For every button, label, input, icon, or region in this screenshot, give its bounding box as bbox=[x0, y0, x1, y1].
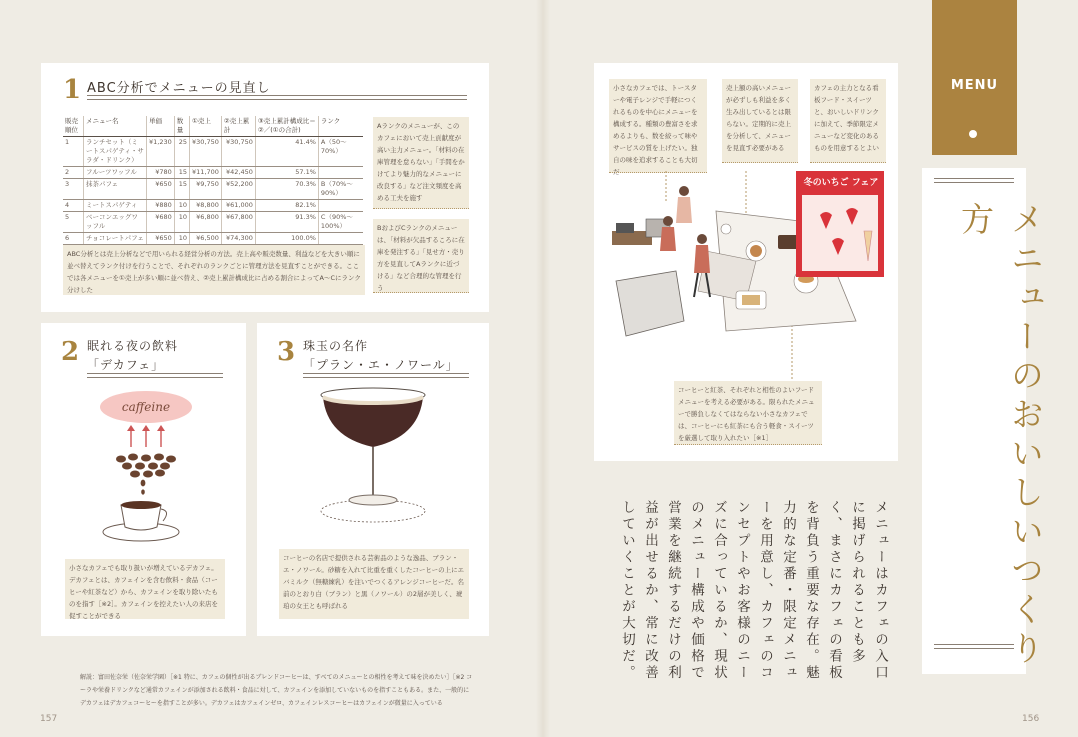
table-cell: 91.3% bbox=[255, 212, 318, 233]
section2-rule bbox=[87, 373, 223, 378]
section3-rule bbox=[303, 373, 469, 378]
col-menu: メニュー名 bbox=[84, 116, 147, 137]
table-cell: 2 bbox=[63, 167, 84, 179]
table-cell: ¥74,300 bbox=[221, 233, 255, 245]
col-ratio: ③売上累計構成比＝②／(①の合計) bbox=[255, 116, 318, 137]
table-cell: C（90%〜100%） bbox=[318, 212, 363, 233]
table-cell: 5 bbox=[63, 212, 84, 233]
page-number-right: 156 bbox=[1022, 714, 1040, 724]
cafe-note-3: カフェの主力となる看板フード・スイーツと、おいしいドリンクに加えて、季節限定メニューなど変化のあるものを用意するとよい bbox=[810, 79, 886, 163]
cafe-scene-illustration bbox=[606, 171, 890, 385]
page-number-left: 157 bbox=[40, 714, 58, 724]
table-cell: 15 bbox=[174, 179, 189, 200]
table-cell: ミートスパゲティ bbox=[84, 200, 147, 212]
table-cell: ¥650 bbox=[147, 179, 175, 200]
table-cell: ¥52,200 bbox=[221, 179, 255, 200]
body-text: メニューはカフェの入口に掲げられることも多く、まさにカフェの看板を背負う重要な存在。魅力的な定番・限定メニューを用意し、カフェのコンセプトやお客様のニーズに合っているか、現状のメニュー構成や価格で営業を継続するだけの利益が出せるか、常に改善していくことが大切だ。 bbox=[619, 500, 888, 682]
section1-number: 1 bbox=[63, 75, 82, 105]
table-cell: 6 bbox=[63, 233, 84, 245]
table-cell: A（50〜70%） bbox=[318, 137, 363, 167]
table-cell: ¥680 bbox=[147, 212, 175, 233]
section3-caption: コーヒーの名店で提供される芸術品のような逸品、ブラン・エ・ノワール。砂糖を入れて比重を重くしたコーヒーの上にエバミルク（無糖練乳）を注いでつくるアレンジコーヒーだ。名前のとおり白（ブラン）と黒（ノワール）の2層が美しく、琥珀の女王とも呼ばれる bbox=[279, 549, 469, 619]
table-cell: 82.1% bbox=[255, 200, 318, 212]
table-cell bbox=[318, 233, 363, 245]
title-rule-top bbox=[934, 178, 1014, 183]
menu-tab-label: MENU bbox=[950, 78, 999, 93]
cafe-note-4: コーヒーと紅茶、それぞれと相性のよいフードメニューを考える必要がある。限られたメニューで勝負しなくてはならない小さなカフェでは、コーヒーにも紅茶にも合う軽食・スイーツを厳選して取り入れたい［※1］ bbox=[674, 381, 822, 445]
table-cell: 15 bbox=[174, 167, 189, 179]
menu-tab bbox=[932, 0, 1017, 155]
table-cell: ベーコンエッグワッフル bbox=[84, 212, 147, 233]
table-cell: 3 bbox=[63, 179, 84, 200]
table-cell: ¥1,230 bbox=[147, 137, 175, 167]
footnote: 解説：富田佐奈栄（佐奈栄学園）［※1 特に、カフェの個性が出るブレンドコーヒーは、すべてのメニューとの相性を考えて味を決めたい］［※2 コーラや栄養ドリンクなど通常カフェインが添加される飲料・食品に対して、カフェインを添加していないものを指すこともある。また、一般的にデカフェはデカフェコーヒーを指すことが多い。デカフェはカフェインゼロ、カフェインレスコーヒーはカフェインが微量に入っている bbox=[80, 674, 473, 707]
table-row bbox=[63, 179, 363, 200]
cafe-note-1: 小さなカフェでは、トースターや電子レンジで手軽につくれるものを中心にメニューを構成する。種類の豊富さを求めるよりも、数を絞って味やサービスの質を上げたい。独自の味を追求することも大切だ bbox=[609, 79, 707, 173]
abc-table bbox=[63, 116, 363, 245]
table-cell: 25 bbox=[174, 137, 189, 167]
col-cumulative: ②売上累計 bbox=[221, 116, 255, 137]
table-cell bbox=[318, 200, 363, 212]
table-cell: ¥61,000 bbox=[221, 200, 255, 212]
section2-title-line2: 「デカフェ」 bbox=[87, 358, 165, 372]
section2-number: 2 bbox=[61, 337, 80, 367]
section3-title-line1: 珠玉の名作 bbox=[303, 339, 369, 353]
table-cell bbox=[318, 167, 363, 179]
table-cell: 10 bbox=[174, 233, 189, 245]
table-cell: B（70%〜90%） bbox=[318, 179, 363, 200]
note-rank-bc: BおよびCランクのメニューは、「材料が欠品するころに在庫を発注する」「見せ方・売り方を見直してAランクに近づける」など合理的な管理を行う bbox=[373, 219, 469, 293]
table-cell: 10 bbox=[174, 200, 189, 212]
table-cell: ¥780 bbox=[147, 167, 175, 179]
table-cell: 100.0% bbox=[255, 233, 318, 245]
section3-number: 3 bbox=[277, 337, 296, 367]
table-cell: ¥650 bbox=[147, 233, 175, 245]
poster-title: 冬のいちご フェア bbox=[803, 178, 879, 188]
table-cell: 41.4% bbox=[255, 137, 318, 167]
col-price: 単価 bbox=[147, 116, 175, 137]
table-cell: 4 bbox=[63, 200, 84, 212]
table-cell: チョコレートパフェ bbox=[84, 233, 147, 245]
table-cell: フルーツワッフル bbox=[84, 167, 147, 179]
table-row bbox=[63, 212, 363, 233]
table-cell: 70.3% bbox=[255, 179, 318, 200]
section3-title-line2: 「プラン・エ・ノワール」 bbox=[303, 358, 459, 372]
table-row bbox=[63, 137, 363, 167]
page-fold bbox=[536, 0, 550, 737]
table-cell: ¥6,800 bbox=[190, 212, 222, 233]
cafe-note-2: 売上額の高いメニューが必ずしも利益を多く生み出しているとは限らない。定期的に売上を分析して、メニューを見直す必要がある bbox=[722, 79, 798, 163]
table-cell: ¥30,750 bbox=[190, 137, 222, 167]
table-cell: ¥8,800 bbox=[190, 200, 222, 212]
section2-title-line1: 眠れる夜の飲料 bbox=[87, 339, 179, 353]
table-cell: ¥6,500 bbox=[190, 233, 222, 245]
section2-caption: 小さなカフェでも取り扱いが増えているデカフェ。デカフェとは、カフェインを含む飲料・食品（コーヒーや紅茶など）から、カフェインを取り除いたものを指す［※2］。カフェインを控えたい人の来店を促すことができる bbox=[65, 559, 225, 619]
section1-rule bbox=[87, 95, 467, 100]
table-row bbox=[63, 200, 363, 212]
section1-title: ABC分析でメニューの見直し bbox=[87, 81, 271, 96]
abc-table-header bbox=[63, 116, 363, 137]
table-cell: ¥9,750 bbox=[190, 179, 222, 200]
section3-card bbox=[257, 323, 489, 636]
glass-illustration bbox=[313, 385, 433, 525]
note-rank-a: Aランクのメニューが、このカフェにおいて売上貢献度が高い主力メニュー。「材料の在庫管理を怠らない」「手間をかけてより魅力的なメニューに改良する」など注文頻度を高める工夫を施す bbox=[373, 117, 469, 209]
col-sales: ①売上 bbox=[190, 116, 222, 137]
section1-caption: ABC分析とは売上分析などで用いられる経営分析の方法。売上高や販売数量、利益などを大きい順に並べ替えてランク付けを行うことで、それぞれのランクごとに管理方法を見直すことができる。ここでは各メニューを①売上が多い順に並べ替え、②売上累計構成比に占める割合によってA〜Cにランク分けした bbox=[63, 245, 365, 295]
table-cell: ランチセット（ミートスパゲティ・サラダ・ドリンク） bbox=[84, 137, 147, 167]
col-abc-rank: ランク bbox=[318, 116, 363, 137]
menu-tab-dot-icon bbox=[969, 130, 977, 138]
table-cell: 10 bbox=[174, 212, 189, 233]
caffeine-word: caffeine bbox=[121, 400, 171, 414]
table-cell: ¥42,450 bbox=[221, 167, 255, 179]
table-cell: ¥880 bbox=[147, 200, 175, 212]
title-column bbox=[922, 168, 1045, 674]
table-cell: 1 bbox=[63, 137, 84, 167]
table-cell: 57.1% bbox=[255, 167, 318, 179]
main-title: メニューのおいしいつくり方 bbox=[956, 202, 1045, 670]
table-row bbox=[63, 167, 363, 179]
section2-card bbox=[41, 323, 246, 636]
table-cell: ¥67,800 bbox=[221, 212, 255, 233]
table-cell: 抹茶パフェ bbox=[84, 179, 147, 200]
col-rank: 販売順位 bbox=[63, 116, 84, 137]
table-cell: ¥11,700 bbox=[190, 167, 222, 179]
title-rule-bottom bbox=[934, 644, 1014, 649]
col-qty: 数量 bbox=[174, 116, 189, 137]
table-row bbox=[63, 233, 363, 245]
cafe-illustration-card bbox=[594, 63, 898, 461]
table-cell: ¥30,750 bbox=[221, 137, 255, 167]
section1-card bbox=[41, 63, 489, 312]
